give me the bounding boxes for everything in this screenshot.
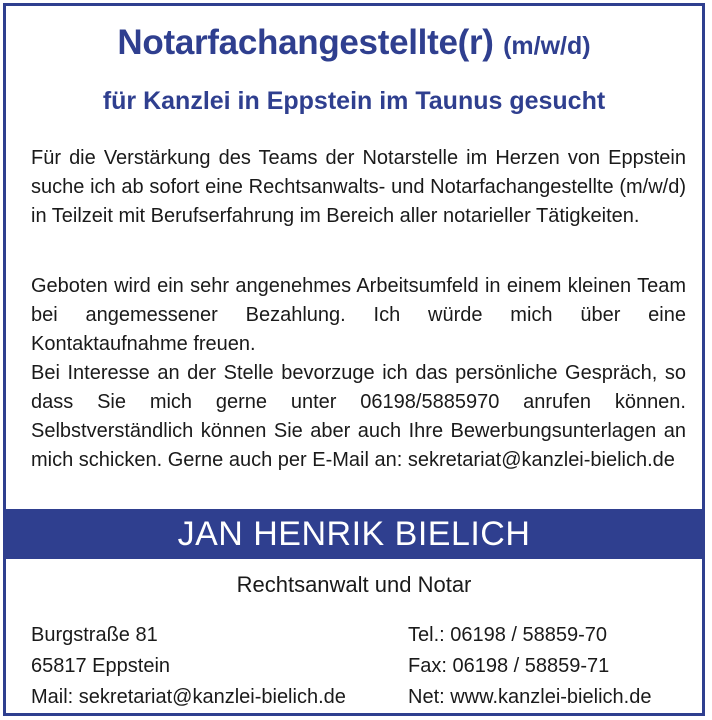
ad-subtitle: für Kanzlei in Eppstein im Taunus gesucht <box>102 87 606 115</box>
ad-paragraph-contact: Bei Interesse an der Stelle bevorzuge ich das persönliche Gespräch, so dass Sie mich gerne unter 06198/5885970 anrufen können. Selbstverständlich können Sie aber auch Ihre Bewerbungsunterlagen an mich schicken. Gerne auch per E-Mail an: sekretariat@kanzlei-bielich.de <box>31 362 686 471</box>
ad-paragraph-intro: Für die Verstärkung des Teams der Notarstelle im Herzen von Eppstein suche ich ab sofort eine Rechtsanwalts- und Notarfachangestellte (m/w/d) in Teilzeit mit Berufserfahrung im Bereich aller notarieller Tätigkeiten. <box>31 147 686 227</box>
phone-tel: Tel.: 06198 / 58859-70 <box>408 624 608 646</box>
address-city: 65817 Eppstein <box>31 655 171 677</box>
phone-block <box>408 620 651 713</box>
address-mail: Mail: sekretariat@kanzlei-bielich.de <box>31 686 346 708</box>
ad-paragraph-offer <box>31 272 686 475</box>
ad-title-main: Notarfachangestellte(r) <box>117 23 494 62</box>
phone-fax: Fax: 06198 / 58859-71 <box>408 655 610 677</box>
address-street: Burgstraße 81 <box>31 624 158 646</box>
profession-line: Rechtsanwalt und Notar <box>236 572 472 597</box>
ad-title-suffix: (m/w/d) <box>503 32 591 60</box>
name-banner: JAN HENRIK BIELICH <box>6 509 702 559</box>
web-address: Net: www.kanzlei-bielich.de <box>408 686 652 708</box>
ad-paragraph-offer-text: Geboten wird ein sehr angenehmes Arbeitsumfeld in einem kleinen Team bei angemessener Bezahlung. Ich würde mich über eine Kontaktaufnahme freuen. <box>31 275 686 355</box>
job-ad <box>3 3 705 716</box>
ad-title <box>6 23 702 66</box>
address-block <box>31 620 346 713</box>
